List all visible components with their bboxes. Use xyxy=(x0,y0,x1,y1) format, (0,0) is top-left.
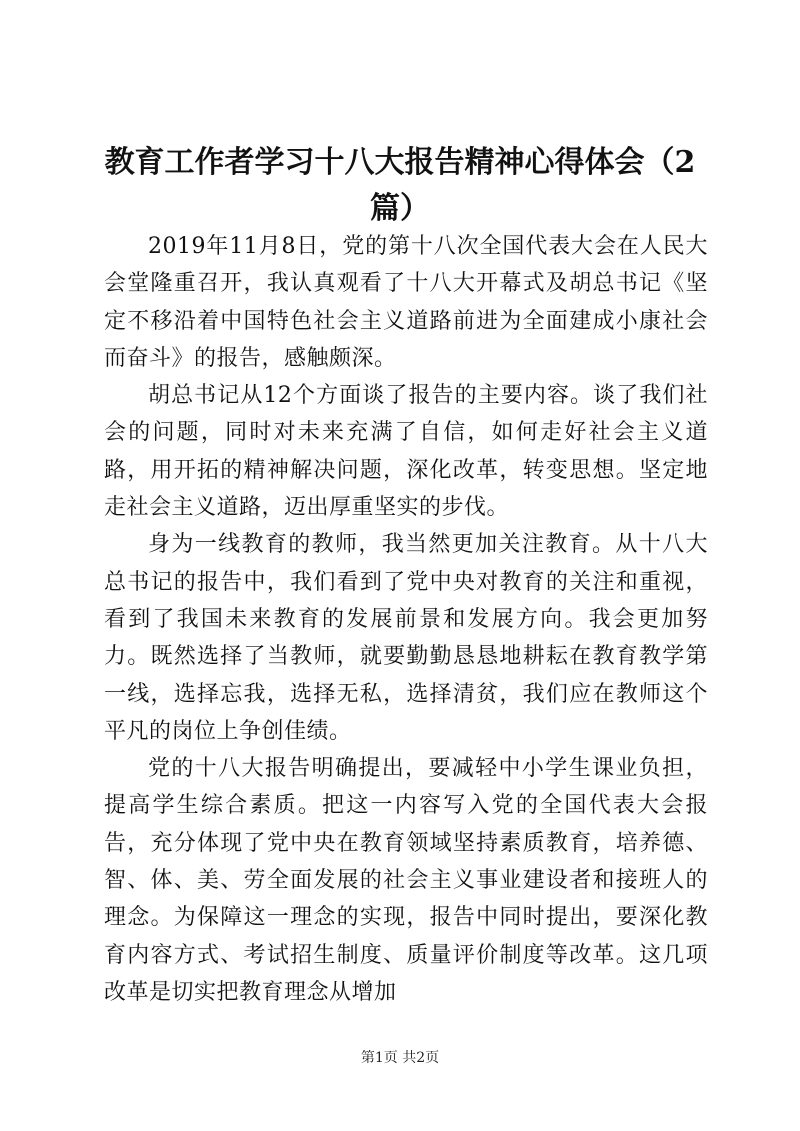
document-body xyxy=(104,228,708,1011)
page-footer: 第1页 共2页 xyxy=(360,1050,440,1066)
paragraph: 2019年11月8日，党的第十八次全国代表大会在人民大会堂隆重召开，我认真观看了十八大开幕式及胡总书记《坚定不移沿着中国特色社会主义道路前进为全面建成小康社会而奋斗》的报告，感触颇深。 xyxy=(104,234,708,371)
paragraph: 胡总书记从12个方面谈了报告的主要内容。谈了我们社会的问题，同时对未来充满了自信，如何走好社会主义道路，用开拓的精神解决问题，深化改革，转变思想。坚定地走社会主义道路，迈出厚重坚实的步伐。 xyxy=(104,383,708,521)
paragraph: 身为一线教育的教师，我当然更加关注教育。从十八大总书记的报告中，我们看到了党中央对教育的关注和重视，看到了我国未来教育的发展前景和发展方向。我会更加努力。既然选择了当教师，就要勤勤恳恳地耕耘在教育教学第一线，选择忘我，选择无私，选择清贫，我们应在教师这个平凡的岗位上争创佳绩。 xyxy=(104,532,708,744)
paragraph: 党的十八大报告明确提出，要减轻中小学生课业负担，提高学生综合素质。把这一内容写入党的全国代表大会报告，充分体现了党中央在教育领域坚持素质教育，培养德、智、体、美、劳全面发展的社会主义事业建设者和接班人的理念。为保障这一理念的实现，报告中同时提出，要深化教育内容方式、考试招生制度、质量评价制度等改革。这几项改革是切实把教育理念从增加 xyxy=(104,756,708,1005)
document-title: 教育工作者学习十八大报告精神心得体会（2篇） xyxy=(104,145,696,226)
